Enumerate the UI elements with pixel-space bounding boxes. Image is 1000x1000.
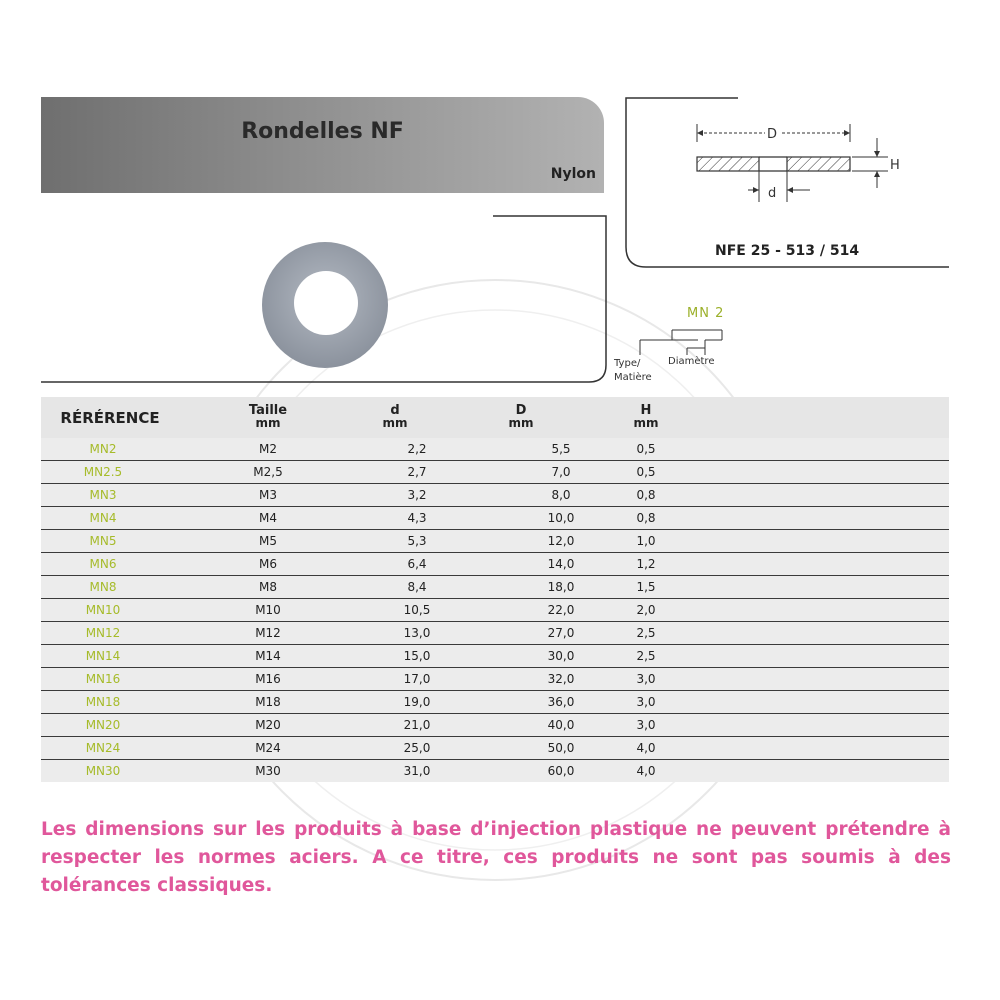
cell-inner-diameter: 21,0 [403, 718, 431, 732]
cell-height: 2,5 [636, 626, 656, 640]
cell-height: 1,0 [636, 534, 656, 548]
header-reference: RÉRÉRENCE [60, 409, 160, 427]
table-row [41, 737, 949, 760]
cell-size: M12 [255, 626, 281, 640]
cell-height: 1,5 [636, 580, 656, 594]
table-row [41, 507, 949, 530]
cell-height: 3,0 [636, 718, 656, 732]
cell-inner-diameter: 5,3 [407, 534, 427, 548]
header-outer-diameter: D mm [508, 403, 534, 430]
cell-height: 3,0 [636, 672, 656, 686]
table-row [41, 691, 949, 714]
cell-height: 2,0 [636, 603, 656, 617]
cell-size: M20 [255, 718, 281, 732]
table-row [41, 461, 949, 484]
cell-outer-diameter: 12,0 [547, 534, 575, 548]
cell-reference: MN2.5 [83, 465, 123, 479]
cell-reference: MN16 [85, 672, 121, 686]
table-row [41, 576, 949, 599]
washer-technical-drawing [690, 120, 910, 210]
cell-outer-diameter: 18,0 [547, 580, 575, 594]
cell-outer-diameter: 40,0 [547, 718, 575, 732]
table-row [41, 553, 949, 576]
table-row [41, 438, 949, 461]
cell-size: M24 [255, 741, 281, 755]
dimensions-table [41, 397, 949, 782]
cell-inner-diameter: 3,2 [407, 488, 427, 502]
table-row [41, 760, 949, 782]
cell-outer-diameter: 36,0 [547, 695, 575, 709]
cell-reference: MN2 [89, 442, 117, 456]
cell-reference: MN4 [89, 511, 117, 525]
cell-inner-diameter: 6,4 [407, 557, 427, 571]
cell-size: M14 [255, 649, 281, 663]
cell-outer-diameter: 5,5 [551, 442, 571, 456]
cell-size: M18 [255, 695, 281, 709]
cell-height: 3,0 [636, 695, 656, 709]
header-inner-diameter: d mm [382, 403, 408, 430]
cell-size: M10 [255, 603, 281, 617]
cell-size: M6 [259, 557, 277, 571]
header-banner [41, 97, 604, 193]
code-example: MN 2 [687, 306, 725, 321]
cell-reference: MN30 [85, 764, 121, 778]
cell-reference: MN24 [85, 741, 121, 755]
table-row [41, 622, 949, 645]
table-body [41, 438, 949, 782]
cell-height: 0,8 [636, 488, 656, 502]
cell-inner-diameter: 10,5 [403, 603, 431, 617]
cell-inner-diameter: 4,3 [407, 511, 427, 525]
cell-size: M8 [259, 580, 277, 594]
cell-height: 2,5 [636, 649, 656, 663]
cell-reference: MN10 [85, 603, 121, 617]
cell-outer-diameter: 27,0 [547, 626, 575, 640]
cell-outer-diameter: 60,0 [547, 764, 575, 778]
header-height: H mm [633, 403, 659, 430]
cell-reference: MN5 [89, 534, 117, 548]
cell-height: 0,5 [636, 465, 656, 479]
cell-size: M30 [255, 764, 281, 778]
cell-outer-diameter: 14,0 [547, 557, 575, 571]
cell-height: 4,0 [636, 741, 656, 755]
cell-height: 0,8 [636, 511, 656, 525]
cell-size: M16 [255, 672, 281, 686]
cell-reference: MN20 [85, 718, 121, 732]
washer-photo [260, 240, 390, 370]
table-header [41, 397, 949, 438]
cell-outer-diameter: 8,0 [551, 488, 571, 502]
cell-height: 4,0 [636, 764, 656, 778]
cell-size: M2 [259, 442, 277, 456]
cell-size: M2,5 [253, 465, 283, 479]
cell-inner-diameter: 31,0 [403, 764, 431, 778]
cell-inner-diameter: 15,0 [403, 649, 431, 663]
header-size: Taille mm [248, 403, 288, 430]
table-row [41, 484, 949, 507]
cell-outer-diameter: 7,0 [551, 465, 571, 479]
cell-inner-diameter: 17,0 [403, 672, 431, 686]
cell-size: M3 [259, 488, 277, 502]
cell-outer-diameter: 30,0 [547, 649, 575, 663]
cell-outer-diameter: 32,0 [547, 672, 575, 686]
cell-size: M5 [259, 534, 277, 548]
cell-inner-diameter: 19,0 [403, 695, 431, 709]
table-row [41, 645, 949, 668]
page-title: Rondelles NF [241, 119, 404, 144]
table-row [41, 714, 949, 737]
cell-height: 1,2 [636, 557, 656, 571]
outer-diameter-label: D [767, 127, 778, 142]
cell-inner-diameter: 2,2 [407, 442, 427, 456]
cell-reference: MN18 [85, 695, 121, 709]
cell-outer-diameter: 22,0 [547, 603, 575, 617]
cell-inner-diameter: 25,0 [403, 741, 431, 755]
cell-inner-diameter: 13,0 [403, 626, 431, 640]
table-row [41, 530, 949, 553]
table-row [41, 668, 949, 691]
cell-outer-diameter: 10,0 [547, 511, 575, 525]
code-type-label: Type/ Matière [614, 358, 652, 383]
cell-inner-diameter: 2,7 [407, 465, 427, 479]
cell-inner-diameter: 8,4 [407, 580, 427, 594]
table-row [41, 599, 949, 622]
cell-reference: MN3 [89, 488, 117, 502]
tolerance-note: Les dimensions sur les produits à base d’injection plastique ne peuvent prétendre à respecter les normes aciers. A ce titre, ces produits ne sont pas soumis à des tolérances classiques. [41, 819, 951, 896]
cell-size: M4 [259, 511, 277, 525]
cell-outer-diameter: 50,0 [547, 741, 575, 755]
material-label: Nylon [550, 166, 596, 182]
cell-height: 0,5 [636, 442, 656, 456]
cell-reference: MN12 [85, 626, 121, 640]
cell-reference: MN14 [85, 649, 121, 663]
cell-reference: MN8 [89, 580, 117, 594]
cell-reference: MN6 [89, 557, 117, 571]
code-diameter-label: Diamètre [668, 356, 715, 367]
inner-diameter-label: d [768, 186, 777, 201]
norm-reference: NFE 25 - 513 / 514 [715, 243, 860, 259]
height-label: H [890, 158, 900, 173]
